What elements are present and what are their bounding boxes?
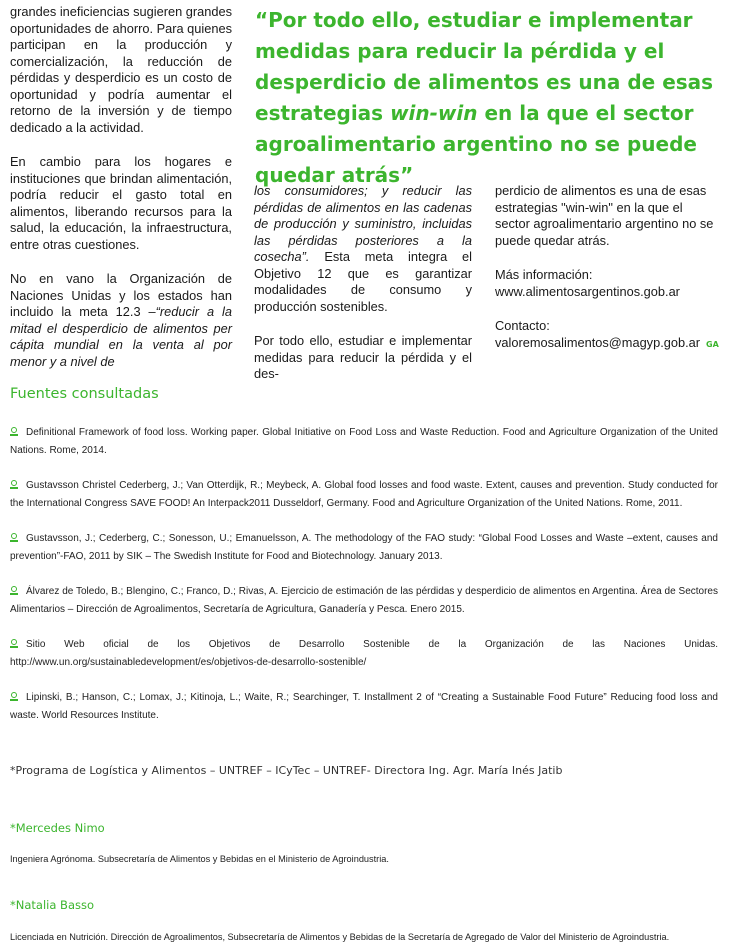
quoted-goal-text: los consumidores; y reducir las pérdidas de alimentos en las cadenas de producción y suministro, incluidas las pérdidas posteriores a la cosecha”. <box>254 183 472 264</box>
pull-quote-text: “Por todo ello, estudiar e implementar medidas para reducir la pérdida y el desperdicio de alimentos es una de esas estrategias <box>255 8 714 125</box>
author-description: Licenciada en Nutrición. Dirección de Agroalimentos, Subsecretaría de Alimentos y Bebidas de la Secretaría de Agregado de Valor del Ministerio de Agroindustria. <box>10 932 670 942</box>
pin-bullet-icon <box>10 533 18 542</box>
pull-quote <box>255 5 720 191</box>
more-info <box>495 267 717 300</box>
contact-label: Contacto: <box>495 318 550 333</box>
author-description: Ingeniera Agrónoma. Subsecretaría de Alimentos y Bebidas en el Ministerio de Agroindustria. <box>10 854 389 864</box>
body-column-middle <box>254 183 472 401</box>
pin-bullet-icon <box>10 586 18 595</box>
source-item: Sitio Web oficial de los Objetivos de Desarrollo Sostenible de la Organización de las Naciones Unidas. http://www.un.org/sustainabledevelopment/es/objetivos-de-desarrollo-sostenible/ <box>10 639 718 668</box>
pin-bullet-icon <box>10 480 18 489</box>
contact-email[interactable]: valoremosalimentos@magyp.gob.ar <box>495 334 701 350</box>
pull-quote-text-end: en la que el sector agroalimentario argentino no se puede quedar atrás” <box>255 101 697 187</box>
program-note: *Programa de Logística y Alimentos – UNTREF – ICyTec – UNTREF- Directora Ing. Agr. María Inés Jatib <box>10 764 563 777</box>
paragraph: En cambio para los hogares e instituciones que brindan alimentación, podría reducir el gasto total en alimentos, liberando recursos para la salud, la educación, la infraestructura, entre otras cuestiones. <box>10 154 232 252</box>
source-item: Álvarez de Toledo, B.; Blengino, C.; Franco, D.; Rivas, A. Ejercicio de estimación de las pérdidas y desperdicio de alimentos en Argentina. Área de Sectores Alimentarios – Dirección de Agroalimentos, Secretaría de Agricultura, Ganadería y Pesca. Enero 2015. <box>10 586 718 615</box>
paragraph-text: No en vano la Organización de Naciones Unidas y los estados han incluido la meta 12.3 – <box>10 271 232 319</box>
sources-list <box>10 424 718 742</box>
source-item: Gustavsson Christel Cederberg, J.; Van Otterdijk, R.; Meybeck, A. Global food losses and food waste. Extent, causes and prevention. Study conducted for the International Congress SAVE FOOD! An Interpack2011 Dusseldorf, Germany. Food and Agriculture Organization of the United Nations. Rome, 2011. <box>10 480 718 509</box>
author-name: *Natalia Basso <box>10 898 95 912</box>
pull-quote-emphasis: win-win <box>390 101 478 125</box>
more-info-label: Más información: <box>495 267 593 282</box>
pin-bullet-icon <box>10 639 18 648</box>
paragraph <box>254 183 472 315</box>
pin-bullet-icon <box>10 692 18 701</box>
paragraph: perdicio de alimentos es una de esas estrategias "win-win" en la que el sector agroalimentario argentino no se puede quedar atrás. <box>495 183 714 248</box>
body-column-left <box>10 4 232 388</box>
paragraph: Por todo ello, estudiar e implementar medidas para reducir la pérdida y el des- <box>254 333 472 381</box>
sources-title: Fuentes consultadas <box>10 386 159 402</box>
source-item: Definitional Framework of food loss. Working paper. Global Initiative on Food Loss and Waste Reduction. Food and Agriculture Organization of the United Nations. Rome, 2014. <box>10 427 718 456</box>
pin-bullet-icon <box>10 427 18 436</box>
paragraph <box>10 271 232 370</box>
contact <box>495 318 717 353</box>
paragraph-text: Esta meta integra el Objetivo 12 que es garantizar modalidades de consumo y producción sostenibles. <box>254 249 472 314</box>
source-item: Gustavsson, J.; Cederberg, C.; Sonesson, U.; Emanuelsson, A. The methodology of the FAO study: “Global Food Losses and Waste –extent, causes and prevention”-FAO, 2011 by SIK – The Swedish Institute for Food and Biotechnology. January 2013. <box>10 533 718 562</box>
body-column-right <box>495 183 717 371</box>
more-info-url[interactable]: www.alimentosargentinos.gob.ar <box>495 283 680 299</box>
ga-badge: GA <box>706 339 719 349</box>
quoted-goal-text: “reducir a la mitad el desperdicio de alimentos per cápita mundial en la venta al por menor y a nivel de <box>10 304 232 369</box>
author-name: *Mercedes Nimo <box>10 821 105 835</box>
source-item: Lipinski, B.; Hanson, C.; Lomax, J.; Kitinoja, L.; Waite, R.; Searchinger, T. Installment 2 of “Creating a Sustainable Food Future” Reducing food loss and waste. World Resources Institute. <box>10 692 718 721</box>
paragraph: grandes ineficiencias sugieren grandes oportunidades de ahorro. Para quienes participan en la producción y comercialización, la reducción de pérdidas y desperdicio es un costo de oportunidad y podría aumentar el retorno de la inversión y de tiempo dedicado a la actividad. <box>10 4 232 135</box>
